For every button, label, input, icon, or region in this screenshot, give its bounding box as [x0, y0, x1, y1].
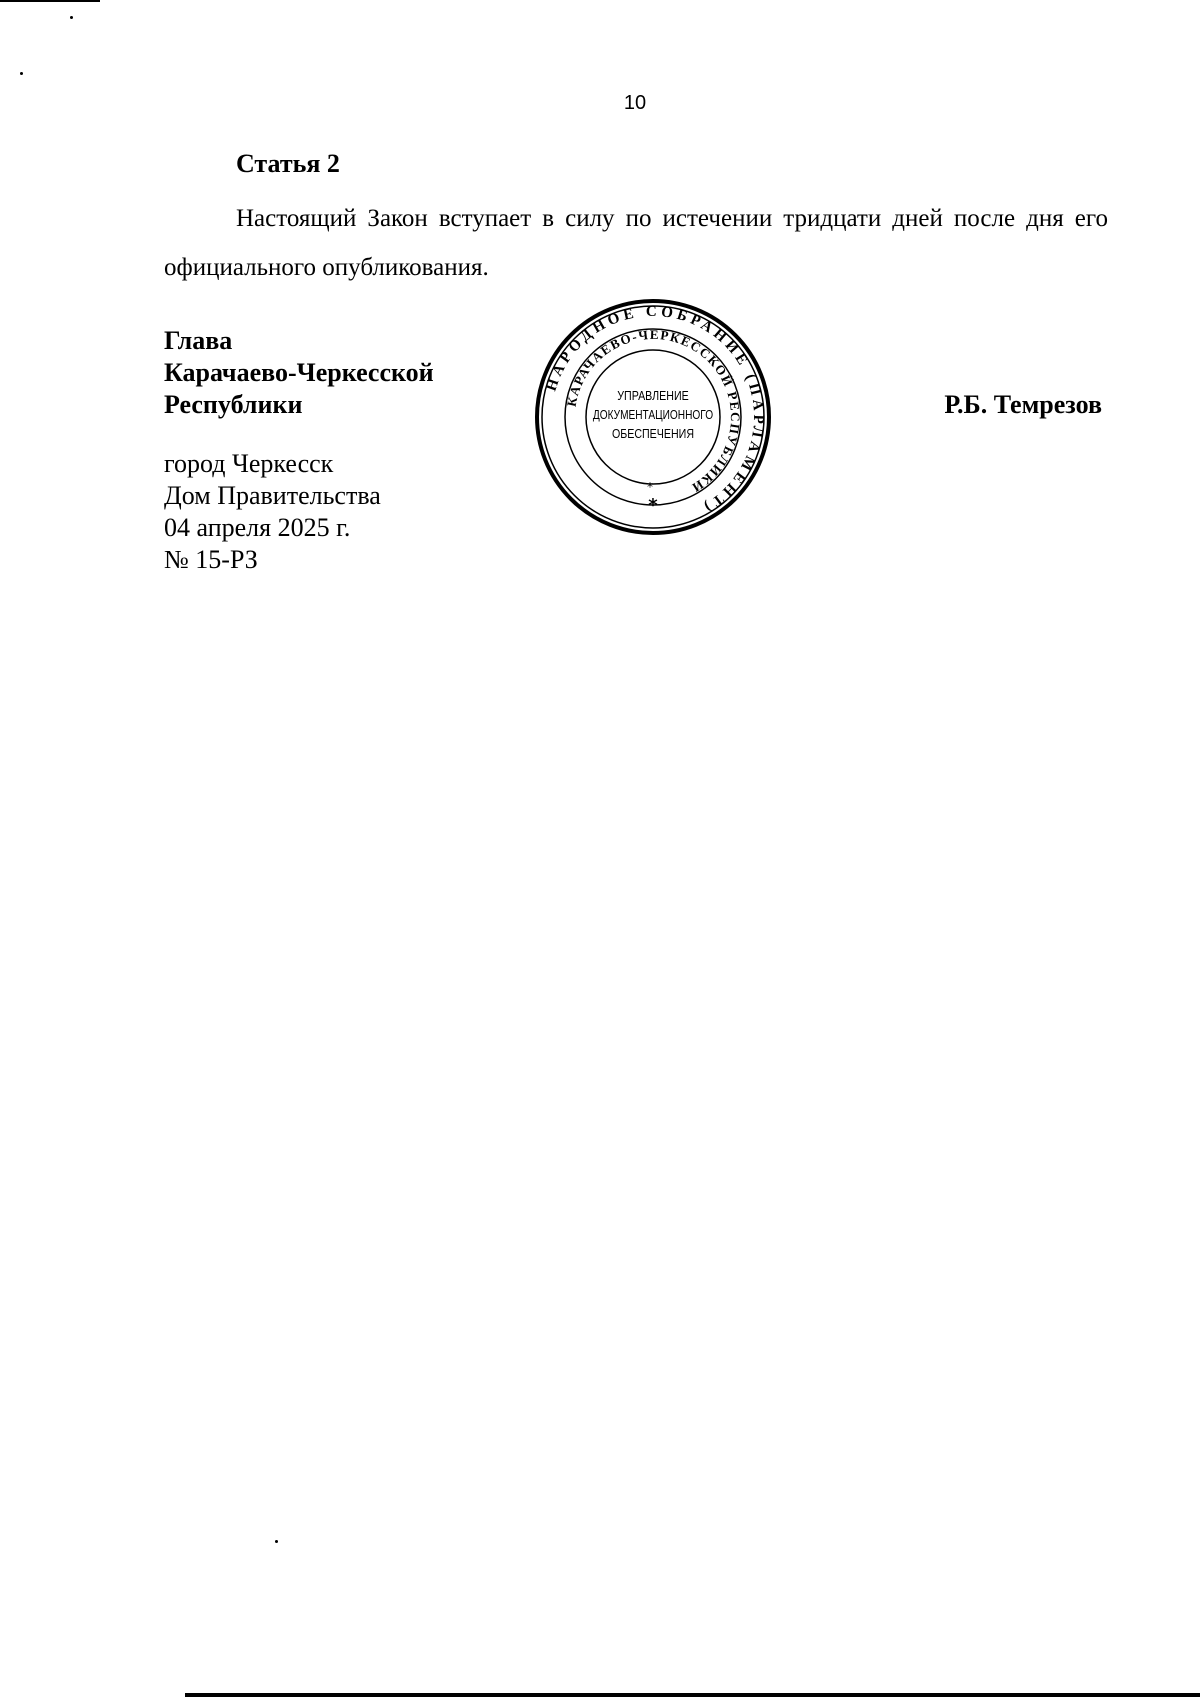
official-seal — [533, 297, 773, 537]
scan-speck — [20, 72, 23, 75]
scan-speck — [70, 16, 73, 19]
signer-name: Р.Б. Темрезов — [944, 390, 1102, 419]
place-date-block — [164, 448, 381, 576]
date-line: 04 апреля 2025 г. — [164, 513, 351, 542]
page-number: 10 — [623, 92, 647, 114]
signer-title-line: Республики — [164, 390, 303, 419]
seal-center-line: УПРАВЛЕНИЕ — [617, 387, 689, 404]
seal-star-icon: * — [647, 480, 653, 494]
scan-speck — [275, 1540, 278, 1543]
seal-star-icon: * — [648, 495, 658, 516]
scan-edge-top — [0, 0, 100, 2]
seal-outer-text: НАРОДНОЕ СОБРАНИЕ (ПАРЛАМЕНТ) — [543, 303, 767, 517]
seal-center-line: ОБЕСПЕЧЕНИЯ — [611, 425, 695, 442]
scan-edge-bottom — [185, 1693, 1200, 1697]
signer-title-line: Глава — [164, 326, 233, 355]
place-line: Дом Правительства — [164, 481, 381, 510]
place-line: город Черкесск — [164, 449, 334, 478]
law-number: № 15-РЗ — [164, 545, 258, 574]
article-heading: Статья 2 — [236, 149, 340, 178]
article-paragraph: Настоящий Закон вступает в силу по истечении тридцати дней после дня его официального опубликования. — [164, 205, 1108, 281]
signer-title-line: Карачаево-Черкесской — [164, 358, 434, 387]
signer-title — [164, 325, 434, 421]
seal-inner-text: КАРАЧАЕВО-ЧЕРКЕССКОЙ РЕСПУБЛИКИ — [563, 326, 744, 497]
seal-center-line: ДОКУМЕНТАЦИОННОГО — [592, 407, 714, 423]
